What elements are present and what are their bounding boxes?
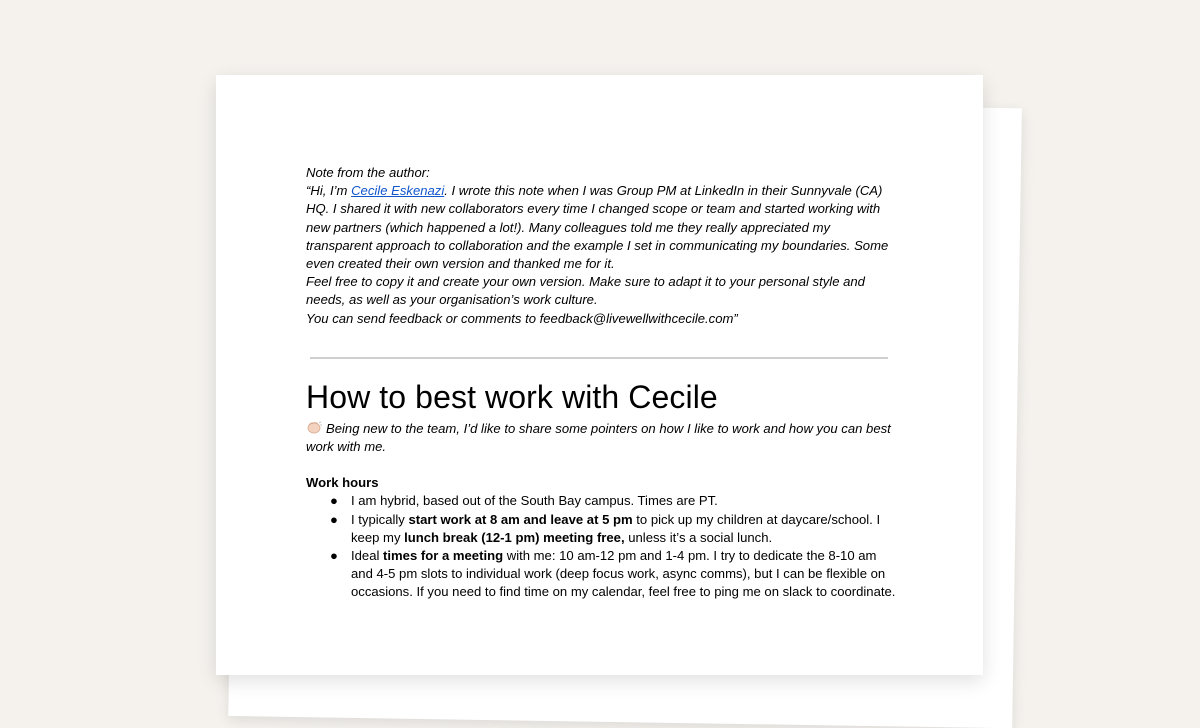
intro-body: Being new to the team, I’d like to share some pointers on how I like to work and how you can best work with me. [306,420,891,455]
author-note-paragraph-1 [306,182,896,273]
author-note-heading: Note from the author: [306,165,430,180]
work-hours-list [306,492,896,601]
list-item-text: to pick up my children at daycare/school. I keep my [351,511,881,545]
list-item-text: unless it’s a social lunch. [624,529,773,545]
author-note-greeting: “Hi, I’m [306,183,352,199]
list-item-emphasis: lunch break (12-1 pm) meeting free, [404,529,625,545]
horizontal-divider [310,357,888,359]
author-note-paragraph-3: You can send feedback or comments to feedback@livewellwithcecile.com” [306,310,738,326]
list-item-text: with me: 10 am-12 pm and 1-4 pm. I try to dedicate the 8-10 am and 4-5 pm slots to individual work (deep focus work, async comms), but I can be flexible on occasions. If you need to find time on my calendar, feel free to ping me on slack to coordinate. [351,548,896,600]
list-item [330,547,896,602]
section-heading-work-hours: Work hours [306,475,379,491]
author-name-link[interactable]: Cecile Eskenazi [351,183,445,199]
waving-hand-icon [306,421,322,434]
author-note [306,164,896,328]
list-item [330,511,896,547]
list-item-emphasis: times for a meeting [383,548,504,564]
document-title: How to best work with Cecile [306,378,718,415]
list-item-emphasis: start work at 8 am and leave at 5 pm [408,511,633,527]
bullet-icon: ● [330,511,338,527]
list-item-text: I typically [351,511,409,527]
author-note-body: . I wrote this note when I was Group PM at LinkedIn in their Sunnyvale (CA) HQ. I shared it with new collaborators every time I changed scope or team and started working with new partners (which happened a lot!). Many colleagues told me they really appreciated my transparent approach to collaboration and the example I set in communicating my boundaries. Some even created their own version and thanked me for it. [306,183,889,272]
document-content [306,164,896,602]
author-note-paragraph-2: Feel free to copy it and create your own version. Make sure to adapt it to your personal style and needs, as well as your organisation’s work culture. [306,274,865,308]
list-item-text: Ideal [351,548,384,564]
document-page [216,75,983,675]
bullet-icon: ● [330,548,338,564]
list-item [330,492,896,510]
bullet-icon: ● [330,493,338,509]
list-item-text: I am hybrid, based out of the South Bay campus. Times are PT. [351,493,718,509]
intro-text [306,420,896,456]
